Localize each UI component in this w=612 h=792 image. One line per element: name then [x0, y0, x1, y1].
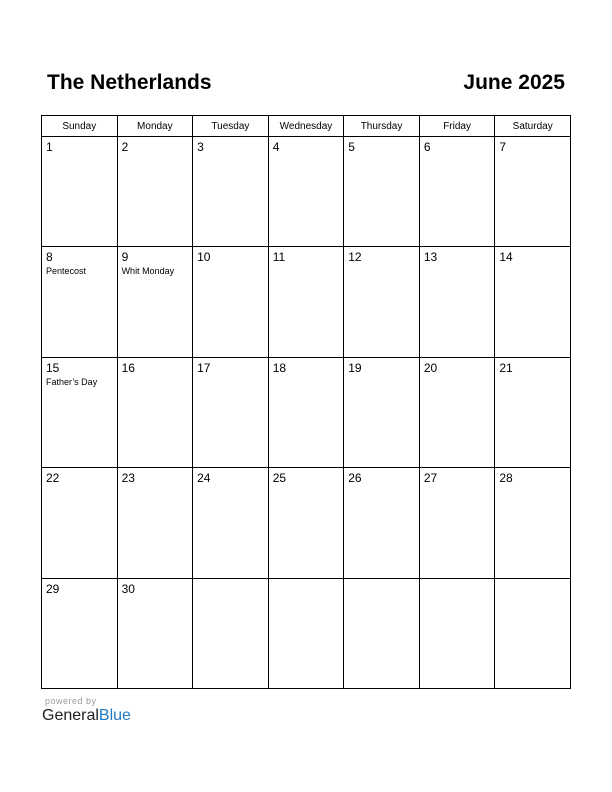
brand-blue-text: Blue	[98, 707, 131, 724]
day-cell	[193, 137, 269, 247]
day-number: 29	[46, 581, 60, 596]
weekday-header: Wednesday	[268, 116, 344, 137]
weekday-header: Thursday	[344, 116, 420, 137]
month-year-heading: June 2025	[463, 71, 565, 94]
day-cell	[117, 247, 193, 357]
page-title: The Netherlands	[47, 71, 212, 94]
weekday-header-row	[42, 116, 571, 137]
day-cell	[268, 247, 344, 357]
day-number: 8	[46, 250, 53, 265]
day-cell	[193, 357, 269, 467]
day-cell	[42, 357, 118, 467]
day-number: 24	[197, 471, 211, 486]
day-number: 12	[348, 250, 362, 265]
day-cell	[344, 247, 420, 357]
weekday-header: Monday	[117, 116, 193, 137]
day-cell	[344, 468, 420, 578]
day-number: 7	[499, 140, 507, 154]
day-cell	[42, 468, 118, 578]
day-number: 22	[46, 471, 60, 486]
day-number: 21	[499, 360, 513, 375]
day-cell	[42, 578, 118, 688]
weekday-header: Saturday	[495, 116, 571, 137]
day-cell	[117, 357, 193, 467]
day-number: 10	[197, 250, 211, 265]
day-number: 18	[272, 360, 287, 375]
day-number: 13	[423, 250, 438, 265]
day-number: 30	[121, 581, 135, 596]
week-row	[42, 137, 571, 247]
powered-by-label: powered by	[45, 696, 97, 706]
day-cell	[419, 578, 495, 688]
day-cell	[117, 578, 193, 688]
brand-logo	[42, 707, 131, 725]
day-cell	[42, 247, 118, 357]
day-cell	[419, 137, 495, 247]
day-cell	[268, 357, 344, 467]
week-row	[42, 468, 571, 578]
day-cell	[344, 137, 420, 247]
day-number: 16	[121, 360, 135, 375]
day-cell	[193, 578, 269, 688]
day-cell	[495, 468, 571, 578]
calendar-grid	[41, 115, 571, 689]
day-cell	[419, 357, 495, 467]
day-cell	[344, 357, 420, 467]
day-number: 20	[423, 360, 438, 375]
day-number: 5	[348, 140, 355, 154]
day-number: 14	[499, 250, 513, 265]
day-cell	[42, 137, 118, 247]
day-number: 17	[197, 360, 211, 375]
day-cell	[193, 468, 269, 578]
day-cell	[117, 468, 193, 578]
holiday-label: Father’s Day	[46, 376, 98, 387]
day-number: 9	[121, 250, 129, 265]
day-number: 26	[348, 471, 362, 486]
day-number: 3	[197, 140, 204, 154]
day-cell	[268, 137, 344, 247]
day-number: 11	[272, 250, 286, 265]
day-cell	[268, 578, 344, 688]
day-number: 6	[423, 140, 431, 154]
day-number: 4	[272, 140, 280, 154]
day-number: 15	[46, 360, 60, 375]
holiday-label: Pentecost	[46, 266, 87, 277]
day-number: 23	[121, 471, 135, 486]
day-cell	[344, 578, 420, 688]
day-cell	[495, 137, 571, 247]
day-cell	[193, 247, 269, 357]
weekday-header: Friday	[419, 116, 495, 137]
weekday-header: Sunday	[42, 116, 118, 137]
week-row	[42, 247, 571, 357]
day-number: 28	[499, 471, 513, 486]
day-cell	[495, 247, 571, 357]
day-cell	[117, 137, 193, 247]
day-cell	[495, 578, 571, 688]
day-cell	[268, 468, 344, 578]
day-number: 25	[272, 471, 287, 486]
brand-footer	[42, 696, 131, 725]
day-cell	[419, 468, 495, 578]
day-cell	[419, 247, 495, 357]
week-row	[42, 578, 571, 688]
day-number: 2	[121, 140, 129, 154]
holiday-label: Whit Monday	[121, 266, 175, 277]
week-row	[42, 357, 571, 467]
day-cell	[495, 357, 571, 467]
day-number: 19	[348, 360, 362, 375]
brand-general-text: General	[42, 707, 99, 724]
weekday-header: Tuesday	[193, 116, 269, 137]
day-number: 1	[46, 140, 53, 154]
day-number: 27	[423, 471, 438, 486]
